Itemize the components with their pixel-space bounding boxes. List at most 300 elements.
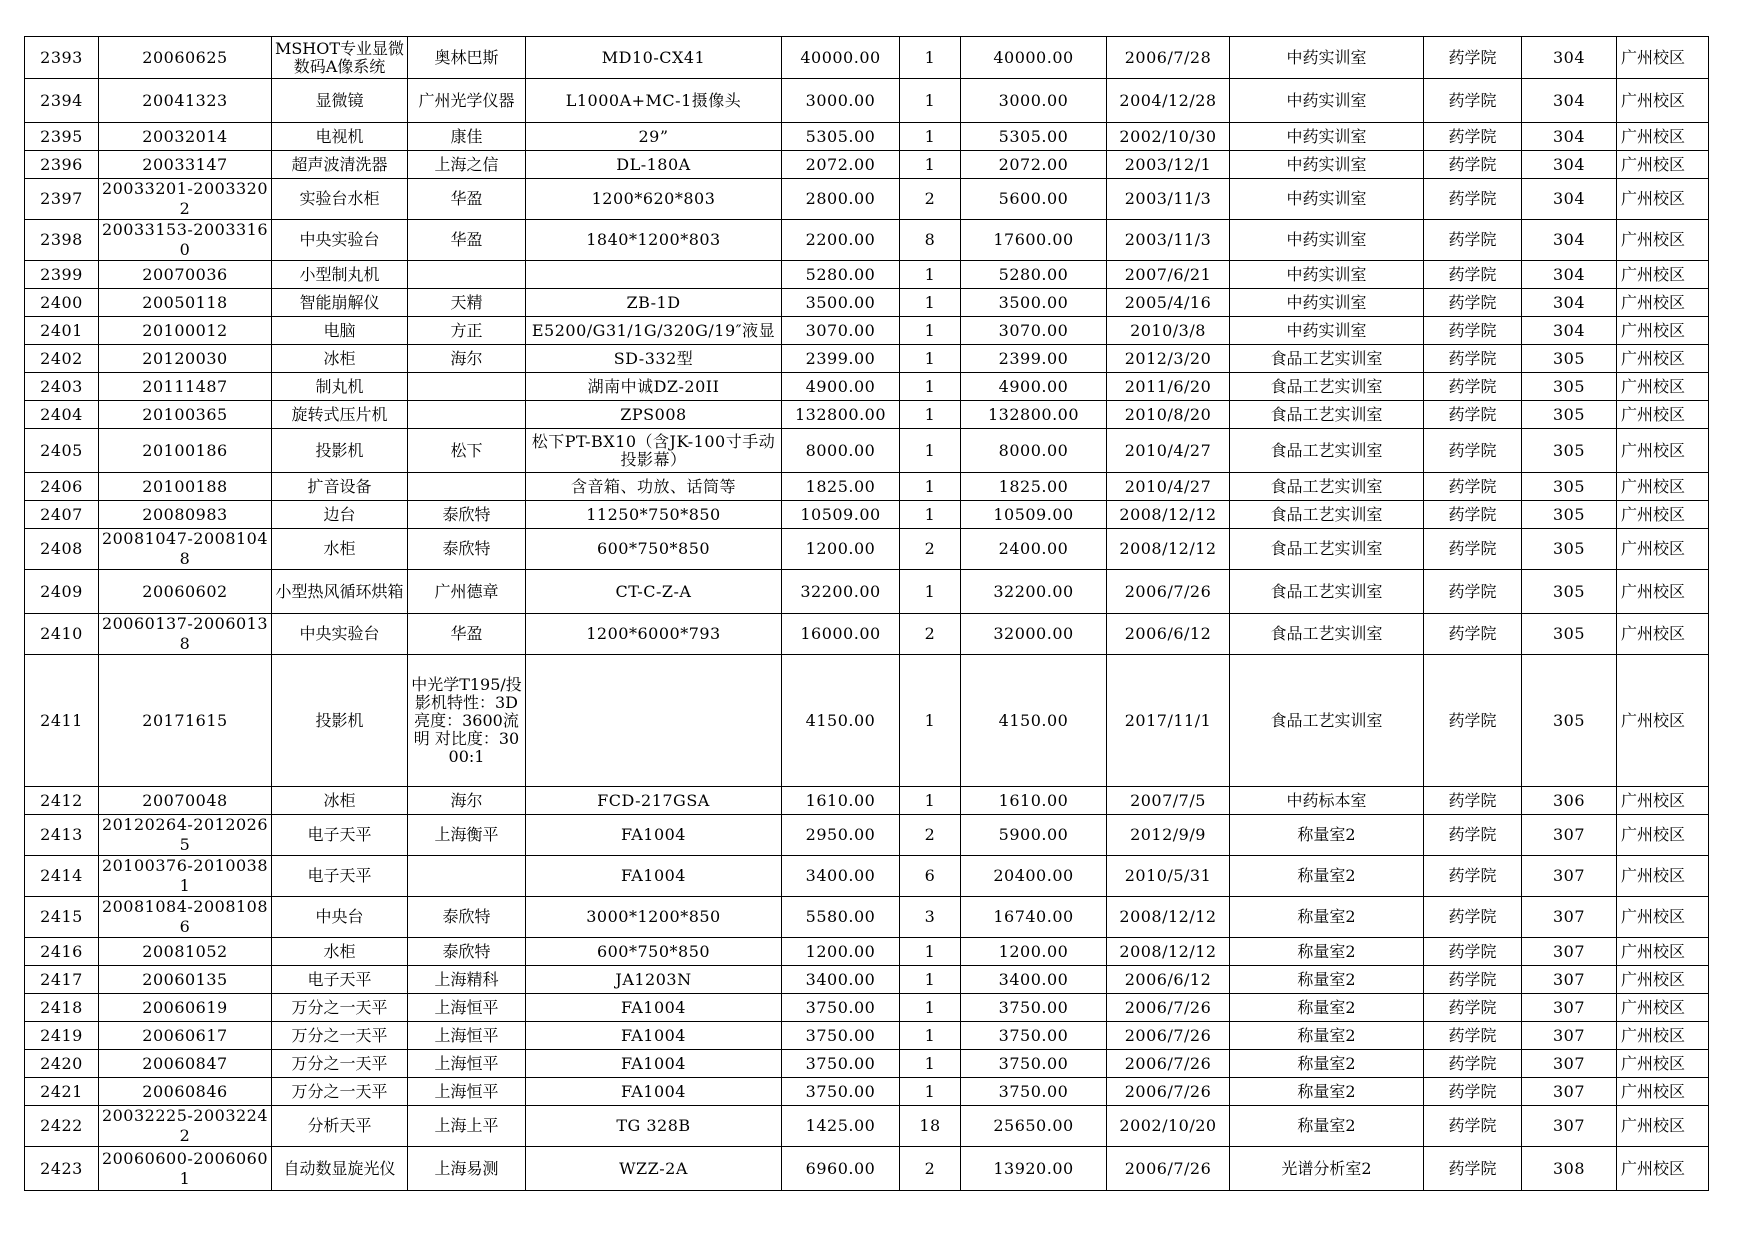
cell-dept: 药学院 [1424, 429, 1522, 473]
cell-dept: 药学院 [1424, 373, 1522, 401]
cell-date: 2006/7/26 [1107, 1078, 1230, 1106]
table-row [25, 429, 1709, 473]
cell-room: 中药实训室 [1230, 261, 1424, 289]
cell-name: 实验台水柜 [272, 179, 408, 220]
cell-seq: 2421 [25, 1078, 99, 1106]
cell-seq: 2407 [25, 501, 99, 529]
cell-campus: 广州校区 [1617, 317, 1709, 345]
cell-amount: 5600.00 [961, 179, 1107, 220]
cell-qty: 8 [900, 220, 961, 261]
cell-qty: 3 [900, 897, 961, 938]
cell-room-no: 305 [1522, 655, 1617, 787]
cell-model: FA1004 [526, 815, 782, 856]
cell-date: 2006/7/26 [1107, 1147, 1230, 1191]
cell-dept: 药学院 [1424, 1078, 1522, 1106]
cell-seq: 2401 [25, 317, 99, 345]
cell-date: 2006/7/26 [1107, 570, 1230, 614]
table-row [25, 938, 1709, 966]
cell-seq: 2405 [25, 429, 99, 473]
cell-qty: 1 [900, 938, 961, 966]
cell-name: 制丸机 [272, 373, 408, 401]
cell-seq: 2409 [25, 570, 99, 614]
cell-asset-no: 20060137-20060138 [99, 614, 272, 655]
cell-qty: 1 [900, 1078, 961, 1106]
cell-campus: 广州校区 [1617, 815, 1709, 856]
cell-seq: 2419 [25, 1022, 99, 1050]
cell-date: 2003/11/3 [1107, 179, 1230, 220]
cell-date: 2002/10/30 [1107, 123, 1230, 151]
cell-model: WZZ-2A [526, 1147, 782, 1191]
cell-brand: 上海上平 [408, 1106, 526, 1147]
cell-room: 称量室2 [1230, 1050, 1424, 1078]
cell-name: MSHOT专业显微数码A像系统 [272, 37, 408, 79]
cell-name: 超声波清洗器 [272, 151, 408, 179]
cell-qty: 1 [900, 1022, 961, 1050]
cell-room: 中药实训室 [1230, 179, 1424, 220]
table-row [25, 473, 1709, 501]
cell-room-no: 307 [1522, 897, 1617, 938]
cell-dept: 药学院 [1424, 261, 1522, 289]
cell-unit-price: 32200.00 [782, 570, 900, 614]
cell-qty: 1 [900, 151, 961, 179]
cell-room-no: 305 [1522, 345, 1617, 373]
cell-room-no: 307 [1522, 994, 1617, 1022]
cell-model: 松下PT-BX10（含JK-100寸手动投影幕） [526, 429, 782, 473]
cell-name: 电子天平 [272, 966, 408, 994]
cell-campus: 广州校区 [1617, 220, 1709, 261]
cell-room-no: 305 [1522, 501, 1617, 529]
cell-dept: 药学院 [1424, 179, 1522, 220]
cell-name: 冰柜 [272, 345, 408, 373]
cell-asset-no: 20081052 [99, 938, 272, 966]
cell-asset-no: 20060619 [99, 994, 272, 1022]
cell-unit-price: 5280.00 [782, 261, 900, 289]
cell-dept: 药学院 [1424, 37, 1522, 79]
cell-dept: 药学院 [1424, 994, 1522, 1022]
cell-qty: 1 [900, 261, 961, 289]
cell-model: 含音箱、功放、话筒等 [526, 473, 782, 501]
cell-room: 食品工艺实训室 [1230, 614, 1424, 655]
cell-dept: 药学院 [1424, 401, 1522, 429]
cell-campus: 广州校区 [1617, 994, 1709, 1022]
cell-brand [408, 373, 526, 401]
cell-brand: 华盈 [408, 220, 526, 261]
cell-room: 中药实训室 [1230, 151, 1424, 179]
cell-seq: 2395 [25, 123, 99, 151]
cell-name: 中央实验台 [272, 614, 408, 655]
cell-asset-no: 20032225-20032242 [99, 1106, 272, 1147]
cell-brand: 奥林巴斯 [408, 37, 526, 79]
table-row [25, 1106, 1709, 1147]
cell-amount: 17600.00 [961, 220, 1107, 261]
cell-qty: 2 [900, 1147, 961, 1191]
cell-amount: 40000.00 [961, 37, 1107, 79]
cell-dept: 药学院 [1424, 787, 1522, 815]
cell-brand: 泰欣特 [408, 501, 526, 529]
table-row [25, 401, 1709, 429]
cell-date: 2007/6/21 [1107, 261, 1230, 289]
cell-campus: 广州校区 [1617, 151, 1709, 179]
cell-amount: 3070.00 [961, 317, 1107, 345]
cell-room: 食品工艺实训室 [1230, 373, 1424, 401]
cell-seq: 2397 [25, 179, 99, 220]
cell-qty: 1 [900, 289, 961, 317]
cell-room: 中药实训室 [1230, 79, 1424, 123]
cell-amount: 3500.00 [961, 289, 1107, 317]
cell-room: 中药实训室 [1230, 123, 1424, 151]
table-row [25, 373, 1709, 401]
cell-asset-no: 20033153-20033160 [99, 220, 272, 261]
cell-unit-price: 4900.00 [782, 373, 900, 401]
cell-amount: 132800.00 [961, 401, 1107, 429]
cell-qty: 2 [900, 179, 961, 220]
cell-room-no: 304 [1522, 179, 1617, 220]
cell-asset-no: 20060847 [99, 1050, 272, 1078]
cell-brand [408, 261, 526, 289]
cell-unit-price: 8000.00 [782, 429, 900, 473]
cell-asset-no: 20060135 [99, 966, 272, 994]
cell-name: 电脑 [272, 317, 408, 345]
cell-asset-no: 20060617 [99, 1022, 272, 1050]
cell-date: 2004/12/28 [1107, 79, 1230, 123]
cell-brand: 方正 [408, 317, 526, 345]
cell-unit-price: 3750.00 [782, 1078, 900, 1106]
cell-campus: 广州校区 [1617, 261, 1709, 289]
cell-qty: 1 [900, 373, 961, 401]
cell-model: ZB-1D [526, 289, 782, 317]
cell-room-no: 304 [1522, 151, 1617, 179]
cell-campus: 广州校区 [1617, 787, 1709, 815]
cell-amount: 2400.00 [961, 529, 1107, 570]
cell-campus: 广州校区 [1617, 123, 1709, 151]
cell-campus: 广州校区 [1617, 501, 1709, 529]
cell-brand: 上海易测 [408, 1147, 526, 1191]
cell-room: 食品工艺实训室 [1230, 570, 1424, 614]
cell-model: FA1004 [526, 1078, 782, 1106]
cell-unit-price: 1425.00 [782, 1106, 900, 1147]
cell-name: 分析天平 [272, 1106, 408, 1147]
cell-unit-price: 4150.00 [782, 655, 900, 787]
cell-amount: 2399.00 [961, 345, 1107, 373]
cell-unit-price: 40000.00 [782, 37, 900, 79]
table-row [25, 501, 1709, 529]
cell-qty: 1 [900, 317, 961, 345]
cell-date: 2006/7/26 [1107, 994, 1230, 1022]
cell-unit-price: 2800.00 [782, 179, 900, 220]
cell-asset-no: 20100376-20100381 [99, 856, 272, 897]
cell-campus: 广州校区 [1617, 966, 1709, 994]
cell-date: 2006/6/12 [1107, 966, 1230, 994]
asset-table [24, 36, 1709, 1191]
cell-model: MD10-CX41 [526, 37, 782, 79]
cell-asset-no: 20060600-20060601 [99, 1147, 272, 1191]
cell-model: 11250*750*850 [526, 501, 782, 529]
cell-brand: 广州光学仪器 [408, 79, 526, 123]
cell-brand: 海尔 [408, 787, 526, 815]
cell-room-no: 308 [1522, 1147, 1617, 1191]
cell-name: 中央实验台 [272, 220, 408, 261]
table-row [25, 655, 1709, 787]
cell-unit-price: 3500.00 [782, 289, 900, 317]
cell-room: 称量室2 [1230, 815, 1424, 856]
cell-room: 称量室2 [1230, 897, 1424, 938]
cell-campus: 广州校区 [1617, 1078, 1709, 1106]
cell-campus: 广州校区 [1617, 856, 1709, 897]
table-row [25, 317, 1709, 345]
cell-seq: 2398 [25, 220, 99, 261]
cell-seq: 2420 [25, 1050, 99, 1078]
table-row [25, 1147, 1709, 1191]
table-row [25, 37, 1709, 79]
cell-seq: 2394 [25, 79, 99, 123]
cell-room: 称量室2 [1230, 1022, 1424, 1050]
cell-room-no: 305 [1522, 401, 1617, 429]
cell-brand: 上海之信 [408, 151, 526, 179]
cell-room: 光谱分析室2 [1230, 1147, 1424, 1191]
cell-room: 中药实训室 [1230, 220, 1424, 261]
cell-room: 食品工艺实训室 [1230, 655, 1424, 787]
cell-amount: 4150.00 [961, 655, 1107, 787]
cell-campus: 广州校区 [1617, 614, 1709, 655]
cell-asset-no: 20100365 [99, 401, 272, 429]
cell-unit-price: 1825.00 [782, 473, 900, 501]
cell-dept: 药学院 [1424, 317, 1522, 345]
cell-name: 中央台 [272, 897, 408, 938]
cell-room: 食品工艺实训室 [1230, 529, 1424, 570]
cell-brand [408, 856, 526, 897]
cell-date: 2008/12/12 [1107, 529, 1230, 570]
cell-model: 600*750*850 [526, 938, 782, 966]
cell-room: 中药实训室 [1230, 289, 1424, 317]
cell-room-no: 307 [1522, 1078, 1617, 1106]
cell-room-no: 304 [1522, 37, 1617, 79]
cell-brand: 上海衡平 [408, 815, 526, 856]
cell-unit-price: 3400.00 [782, 966, 900, 994]
cell-dept: 药学院 [1424, 529, 1522, 570]
cell-date: 2006/7/26 [1107, 1022, 1230, 1050]
cell-room: 中药标本室 [1230, 787, 1424, 815]
cell-date: 2007/7/5 [1107, 787, 1230, 815]
cell-amount: 4900.00 [961, 373, 1107, 401]
cell-room: 称量室2 [1230, 1106, 1424, 1147]
cell-name: 扩音设备 [272, 473, 408, 501]
cell-seq: 2411 [25, 655, 99, 787]
cell-qty: 2 [900, 529, 961, 570]
cell-campus: 广州校区 [1617, 1147, 1709, 1191]
cell-brand: 华盈 [408, 179, 526, 220]
cell-dept: 药学院 [1424, 1050, 1522, 1078]
cell-amount: 3000.00 [961, 79, 1107, 123]
cell-seq: 2415 [25, 897, 99, 938]
cell-model [526, 655, 782, 787]
cell-asset-no: 20081084-20081086 [99, 897, 272, 938]
cell-amount: 8000.00 [961, 429, 1107, 473]
cell-model: 1200*6000*793 [526, 614, 782, 655]
cell-seq: 2399 [25, 261, 99, 289]
cell-dept: 药学院 [1424, 856, 1522, 897]
table-row [25, 856, 1709, 897]
cell-brand: 上海精科 [408, 966, 526, 994]
cell-qty: 1 [900, 429, 961, 473]
cell-room-no: 307 [1522, 1050, 1617, 1078]
cell-date: 2010/4/27 [1107, 429, 1230, 473]
cell-room-no: 305 [1522, 570, 1617, 614]
cell-amount: 1825.00 [961, 473, 1107, 501]
cell-unit-price: 5305.00 [782, 123, 900, 151]
cell-campus: 广州校区 [1617, 1050, 1709, 1078]
cell-campus: 广州校区 [1617, 373, 1709, 401]
cell-asset-no: 20032014 [99, 123, 272, 151]
cell-name: 万分之一天平 [272, 1050, 408, 1078]
cell-amount: 1200.00 [961, 938, 1107, 966]
cell-campus: 广州校区 [1617, 655, 1709, 787]
cell-seq: 2410 [25, 614, 99, 655]
cell-dept: 药学院 [1424, 79, 1522, 123]
cell-model: 1840*1200*803 [526, 220, 782, 261]
cell-name: 旋转式压片机 [272, 401, 408, 429]
cell-brand: 广州德章 [408, 570, 526, 614]
cell-asset-no: 20050118 [99, 289, 272, 317]
cell-qty: 1 [900, 473, 961, 501]
cell-room: 食品工艺实训室 [1230, 401, 1424, 429]
cell-model: 湖南中诚DZ-20II [526, 373, 782, 401]
cell-name: 水柜 [272, 938, 408, 966]
cell-room-no: 305 [1522, 614, 1617, 655]
cell-campus: 广州校区 [1617, 473, 1709, 501]
cell-model: FCD-217GSA [526, 787, 782, 815]
cell-date: 2003/12/1 [1107, 151, 1230, 179]
cell-date: 2008/12/12 [1107, 501, 1230, 529]
cell-name: 电视机 [272, 123, 408, 151]
cell-date: 2006/7/26 [1107, 1050, 1230, 1078]
cell-unit-price: 132800.00 [782, 401, 900, 429]
cell-dept: 药学院 [1424, 655, 1522, 787]
cell-name: 小型热风循环烘箱 [272, 570, 408, 614]
cell-unit-price: 16000.00 [782, 614, 900, 655]
cell-room-no: 307 [1522, 1022, 1617, 1050]
cell-model: CT-C-Z-A [526, 570, 782, 614]
table-row [25, 897, 1709, 938]
cell-room: 称量室2 [1230, 966, 1424, 994]
cell-qty: 1 [900, 401, 961, 429]
cell-asset-no: 20100188 [99, 473, 272, 501]
cell-model: JA1203N [526, 966, 782, 994]
cell-campus: 广州校区 [1617, 897, 1709, 938]
table-row [25, 123, 1709, 151]
cell-asset-no: 20080983 [99, 501, 272, 529]
cell-room: 中药实训室 [1230, 37, 1424, 79]
table-row [25, 815, 1709, 856]
cell-amount: 5900.00 [961, 815, 1107, 856]
cell-name: 电子天平 [272, 815, 408, 856]
cell-amount: 3750.00 [961, 994, 1107, 1022]
cell-campus: 广州校区 [1617, 529, 1709, 570]
cell-dept: 药学院 [1424, 1022, 1522, 1050]
cell-asset-no: 20111487 [99, 373, 272, 401]
cell-campus: 广州校区 [1617, 1022, 1709, 1050]
cell-amount: 3750.00 [961, 1022, 1107, 1050]
cell-date: 2006/6/12 [1107, 614, 1230, 655]
cell-dept: 药学院 [1424, 897, 1522, 938]
cell-dept: 药学院 [1424, 289, 1522, 317]
cell-asset-no: 20033147 [99, 151, 272, 179]
cell-brand: 天精 [408, 289, 526, 317]
cell-asset-no: 20100186 [99, 429, 272, 473]
cell-qty: 1 [900, 501, 961, 529]
cell-room-no: 304 [1522, 220, 1617, 261]
cell-qty: 1 [900, 787, 961, 815]
cell-qty: 18 [900, 1106, 961, 1147]
cell-room: 食品工艺实训室 [1230, 501, 1424, 529]
cell-model: L1000A+MC-1摄像头 [526, 79, 782, 123]
cell-amount: 5305.00 [961, 123, 1107, 151]
table-row [25, 220, 1709, 261]
cell-room-no: 306 [1522, 787, 1617, 815]
cell-name: 显微镜 [272, 79, 408, 123]
cell-unit-price: 10509.00 [782, 501, 900, 529]
cell-model: FA1004 [526, 1050, 782, 1078]
cell-qty: 1 [900, 994, 961, 1022]
cell-seq: 2414 [25, 856, 99, 897]
cell-unit-price: 2399.00 [782, 345, 900, 373]
cell-seq: 2412 [25, 787, 99, 815]
cell-model: ZPS008 [526, 401, 782, 429]
table-row [25, 787, 1709, 815]
cell-model: DL-180A [526, 151, 782, 179]
cell-name: 水柜 [272, 529, 408, 570]
cell-seq: 2400 [25, 289, 99, 317]
cell-dept: 药学院 [1424, 966, 1522, 994]
cell-room-no: 307 [1522, 856, 1617, 897]
cell-campus: 广州校区 [1617, 79, 1709, 123]
cell-date: 2012/9/9 [1107, 815, 1230, 856]
cell-model: FA1004 [526, 994, 782, 1022]
cell-dept: 药学院 [1424, 123, 1522, 151]
cell-model: FA1004 [526, 1022, 782, 1050]
cell-amount: 32200.00 [961, 570, 1107, 614]
cell-qty: 6 [900, 856, 961, 897]
cell-room-no: 304 [1522, 79, 1617, 123]
cell-brand: 泰欣特 [408, 897, 526, 938]
cell-amount: 32000.00 [961, 614, 1107, 655]
cell-date: 2008/12/12 [1107, 897, 1230, 938]
table-row [25, 289, 1709, 317]
cell-room-no: 307 [1522, 1106, 1617, 1147]
cell-qty: 1 [900, 123, 961, 151]
cell-name: 自动数显旋光仪 [272, 1147, 408, 1191]
table-row [25, 261, 1709, 289]
table-row [25, 1078, 1709, 1106]
cell-room-no: 304 [1522, 289, 1617, 317]
cell-asset-no: 20081047-20081048 [99, 529, 272, 570]
cell-seq: 2403 [25, 373, 99, 401]
cell-name: 万分之一天平 [272, 994, 408, 1022]
cell-room: 中药实训室 [1230, 317, 1424, 345]
cell-unit-price: 6960.00 [782, 1147, 900, 1191]
cell-name: 万分之一天平 [272, 1022, 408, 1050]
cell-asset-no: 20100012 [99, 317, 272, 345]
cell-campus: 广州校区 [1617, 1106, 1709, 1147]
cell-brand: 中光学T195/投影机特性：3D 亮度：3600流明 对比度：3000:1 [408, 655, 526, 787]
cell-date: 2010/4/27 [1107, 473, 1230, 501]
cell-seq: 2416 [25, 938, 99, 966]
cell-room-no: 305 [1522, 429, 1617, 473]
cell-amount: 13920.00 [961, 1147, 1107, 1191]
cell-room: 食品工艺实训室 [1230, 473, 1424, 501]
cell-seq: 2423 [25, 1147, 99, 1191]
cell-qty: 1 [900, 570, 961, 614]
cell-unit-price: 1200.00 [782, 938, 900, 966]
